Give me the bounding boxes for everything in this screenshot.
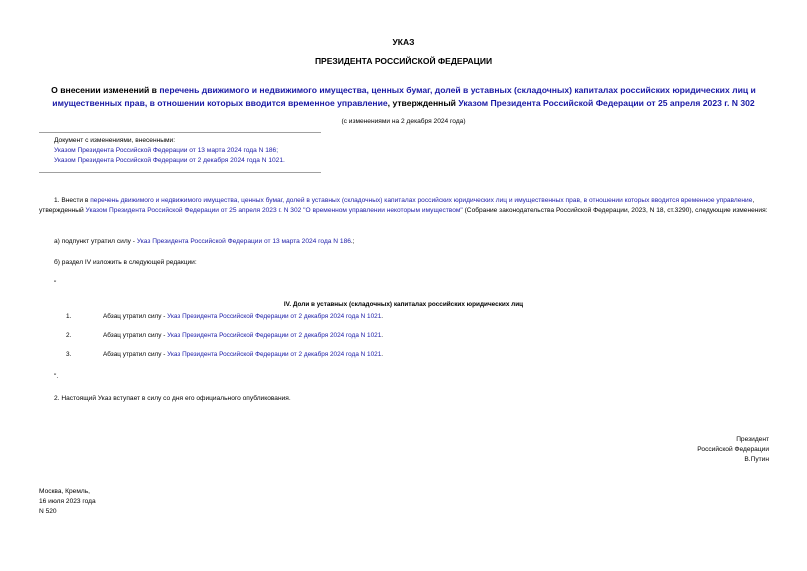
para1-list-link[interactable]: перечень движимого и недвижимого имущества, ценных бумаг, долей в уставных (складочных) капиталах российских юридических лиц и имущественных прав, в отношении которых вводится временное управление: [90, 197, 753, 204]
item-a-end: .;: [350, 238, 355, 245]
section-title: IV. Доли в уставных (складочных) капиталах российских юридических лиц: [283, 301, 524, 308]
section-item: [103, 313, 383, 320]
quote-close: ".: [54, 373, 59, 380]
title-middle: , утвержденный: [387, 97, 459, 108]
section-item-number: 2.: [66, 332, 72, 339]
title-list-link[interactable]: перечень движимого и недвижимого имущества, ценных бумаг, долей в уставных (складочных) капиталах российских юридических лиц и имущественных прав, в отношении которых вводится временное управление: [52, 85, 756, 108]
section-item-link[interactable]: Указ Президента Российской Федерации от 2 декабря 2024 года N 1021: [167, 351, 382, 358]
para1-start: 1. Внести в: [54, 197, 91, 204]
section-item-number: 1.: [66, 313, 72, 320]
paragraph-1: [39, 196, 769, 216]
title-prefix: О внесении изменений в: [51, 85, 160, 95]
section-item-text: Абзац утратил силу -: [103, 351, 168, 358]
place-location: Москва, Кремль,: [39, 488, 90, 495]
section-item-link[interactable]: Указ Президента Российской Федерации от 2 декабря 2024 года N 1021: [167, 332, 382, 339]
place-number: N 520: [39, 508, 57, 515]
changes-label: Документ с изменениями, внесенными:: [54, 137, 176, 144]
signature-name: В.Путин: [744, 456, 769, 463]
para1-mid: , утвержденный: [39, 197, 755, 214]
item-a: [54, 237, 355, 247]
section-item-end: .: [381, 313, 384, 320]
section-item-text: Абзац утратил силу -: [103, 332, 168, 339]
bottom-divider: [39, 172, 321, 173]
section-item-text: Абзац утратил силу -: [103, 313, 168, 320]
title-decree-link[interactable]: Указом Президента Российской Федерации от 25 апреля 2023 г. N 302: [458, 97, 755, 108]
item-a-text: а) подпункт утратил силу -: [54, 238, 137, 245]
change-link-1021[interactable]: Указом Президента Российской Федерации от 2 декабря 2024 года N 1021.: [54, 157, 285, 164]
para1-end: (Собрание законодательства Российской Федерации, 2023, N 18, ст.3290), следующие изменения:: [462, 207, 768, 214]
section-item-end: .: [381, 351, 384, 358]
section-item-link[interactable]: Указ Президента Российской Федерации от 2 декабря 2024 года N 1021: [167, 313, 382, 320]
top-divider: [39, 132, 321, 133]
edition-note: (с изменениями на 2 декабря 2024 года): [341, 118, 466, 125]
document-title: [35, 84, 772, 109]
quote-open: ": [54, 280, 57, 287]
item-b: б) раздел IV изложить в следующей редакции:: [54, 259, 197, 266]
change-link-186[interactable]: Указом Президента Российской Федерации от 13 марта 2024 года N 186;: [54, 147, 279, 154]
place-date: 16 июля 2023 года: [39, 498, 96, 505]
signature-title: Президент: [736, 436, 769, 443]
section-item-end: .: [381, 332, 384, 339]
paragraph-2: 2. Настоящий Указ вступает в силу со дня его официального опубликования.: [54, 395, 291, 402]
section-item: [103, 332, 383, 339]
item-a-link[interactable]: Указ Президента Российской Федерации от 13 марта 2024 года N 186: [136, 238, 351, 245]
section-item: [103, 351, 383, 358]
decree-type: УКАЗ: [392, 37, 415, 47]
signature-country: Российской Федерации: [697, 446, 769, 453]
issuer-heading: ПРЕЗИДЕНТА РОССИЙСКОЙ ФЕДЕРАЦИИ: [314, 56, 493, 66]
section-item-number: 3.: [66, 351, 72, 358]
para1-decree-link[interactable]: Указом Президента Российской Федерации от 25 апреля 2023 г. N 302 "О временном управлении некоторым имуществом": [85, 207, 463, 214]
